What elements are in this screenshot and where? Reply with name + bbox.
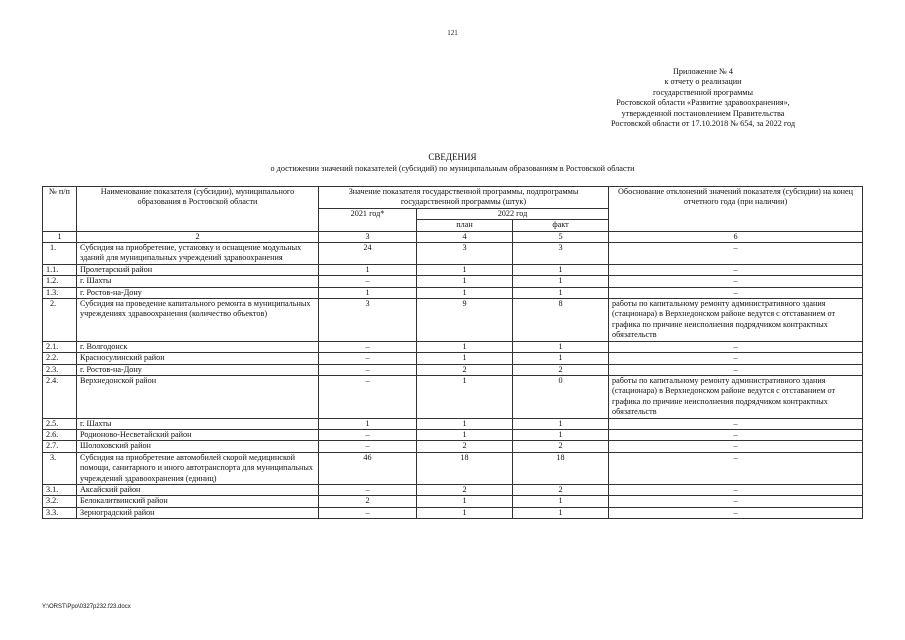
row-value-2021: – — [319, 429, 417, 440]
row-name: Зерноградский район — [77, 507, 319, 518]
row-reason: – — [609, 364, 863, 375]
table-row — [43, 353, 863, 364]
row-name: Субсидия на приобретение, установку и оснащение модульных зданий для муниципальных учреждений здравоохранения — [77, 243, 319, 265]
row-reason: работы по капитальному ремонту административного здания (стационара) в Верхнедонском районе ведутся с отставанием от графика по причине неисполнения подрядчиком контрактных обязательств — [609, 375, 863, 418]
row-value-2021: 46 — [319, 452, 417, 484]
row-num: 3.2. — [43, 496, 77, 507]
annex-line: Ростовской области «Развитие здравоохранения», — [616, 98, 790, 108]
row-num: 1.1. — [43, 264, 77, 275]
indicators-table — [42, 186, 863, 519]
row-num: 2.4. — [43, 375, 77, 418]
row-value-plan: 1 — [417, 287, 513, 298]
row-value-2021: – — [319, 441, 417, 452]
row-value-fact: 2 — [513, 364, 609, 375]
row-value-2021: – — [319, 375, 417, 418]
table-row — [43, 341, 863, 352]
row-reason: – — [609, 507, 863, 518]
row-reason: – — [609, 496, 863, 507]
table-row — [43, 484, 863, 495]
row-reason: – — [609, 276, 863, 287]
row-value-fact: 2 — [513, 441, 609, 452]
row-value-fact: 1 — [513, 341, 609, 352]
row-value-2021: – — [319, 507, 417, 518]
row-name: Субсидия на проведение капитального ремонта в муниципальных учреждениях здравоохранения (количество объектов) — [77, 299, 319, 342]
table-row — [43, 429, 863, 440]
row-name: Субсидия на приобретение автомобилей скорой медицинской помощи, санитарного и иного автотранспорта для муниципальных учреждений здравоохранения (единиц) — [77, 452, 319, 484]
row-num: 2.2. — [43, 353, 77, 364]
row-reason: – — [609, 452, 863, 484]
column-number: 6 — [609, 231, 863, 242]
row-value-plan: 9 — [417, 299, 513, 342]
row-name: Белокалитвинский район — [77, 496, 319, 507]
row-value-2021: 24 — [319, 243, 417, 265]
column-number: 4 — [417, 231, 513, 242]
row-value-2021: – — [319, 364, 417, 375]
row-value-2021: – — [319, 341, 417, 352]
row-name: г. Ростов-на-Дону — [77, 287, 319, 298]
row-num: 2.3. — [43, 364, 77, 375]
row-name: г. Волгодонск — [77, 341, 319, 352]
row-reason: – — [609, 484, 863, 495]
header-2022: 2022 год — [417, 208, 609, 219]
row-name: Аксайский район — [77, 484, 319, 495]
table-row — [43, 276, 863, 287]
header-value-group: Значение показателя государственной программы, подпрограммы государственной программы (штук) — [319, 187, 609, 209]
row-value-fact: 2 — [513, 484, 609, 495]
row-reason: – — [609, 429, 863, 440]
table-row — [43, 299, 863, 342]
row-value-fact: 1 — [513, 429, 609, 440]
row-num: 1.3. — [43, 287, 77, 298]
row-num: 1. — [43, 243, 77, 265]
row-value-plan: 2 — [417, 484, 513, 495]
row-name: г. Ростов-на-Дону — [77, 364, 319, 375]
document-subtitle: о достижении значений показателей (субсидий) по муниципальным образованиям в Ростовской области — [270, 164, 635, 173]
table-row — [43, 441, 863, 452]
page-number: 121 — [447, 29, 458, 37]
row-value-plan: 1 — [417, 353, 513, 364]
row-name: Шолоховский район — [77, 441, 319, 452]
annex-line: Ростовской области от 17.10.2018 № 654, за 2022 год — [610, 119, 796, 129]
row-value-2021: – — [319, 276, 417, 287]
header-fact: факт — [513, 220, 609, 231]
column-number: 5 — [513, 231, 609, 242]
header-2021: 2021 год* — [319, 208, 417, 231]
row-name: Красносулинский район — [77, 353, 319, 364]
column-number: 1 — [43, 231, 77, 242]
table-row — [43, 496, 863, 507]
table-row — [43, 507, 863, 518]
row-value-fact: 8 — [513, 299, 609, 342]
row-value-fact: 1 — [513, 264, 609, 275]
row-value-2021: 3 — [319, 299, 417, 342]
row-reason: – — [609, 287, 863, 298]
header-reason: Обоснование отклонений значений показателя (субсидии) на конец отчетного года (при наличии) — [609, 187, 863, 232]
file-path: Y:\ORST\Ppo\0327p232.f23.docx — [42, 604, 131, 610]
row-value-2021: 1 — [319, 287, 417, 298]
table-body — [43, 243, 863, 519]
row-reason: – — [609, 243, 863, 265]
row-value-fact: 18 — [513, 452, 609, 484]
table-row — [43, 264, 863, 275]
row-value-2021: 2 — [319, 496, 417, 507]
row-value-plan: 1 — [417, 418, 513, 429]
row-value-2021: 1 — [319, 418, 417, 429]
annex-line: утвержденной постановлением Правительства — [621, 108, 785, 118]
row-name: Верхнедонской район — [77, 375, 319, 418]
row-reason: – — [609, 418, 863, 429]
table-row — [43, 243, 863, 265]
row-value-plan: 3 — [417, 243, 513, 265]
row-name: Пролетарский район — [77, 264, 319, 275]
table-row — [43, 287, 863, 298]
table-row — [43, 375, 863, 418]
row-value-fact: 1 — [513, 276, 609, 287]
row-num: 3.3. — [43, 507, 77, 518]
header-num: № п/п — [43, 187, 77, 232]
row-num: 2.1. — [43, 341, 77, 352]
column-number: 3 — [319, 231, 417, 242]
row-reason: – — [609, 341, 863, 352]
row-value-fact: 1 — [513, 496, 609, 507]
row-value-plan: 1 — [417, 429, 513, 440]
table-row — [43, 418, 863, 429]
row-value-fact: 1 — [513, 418, 609, 429]
row-value-plan: 1 — [417, 375, 513, 418]
row-value-plan: 2 — [417, 441, 513, 452]
row-name: Родионово-Несветайский район — [77, 429, 319, 440]
column-number: 2 — [77, 231, 319, 242]
row-num: 1.2. — [43, 276, 77, 287]
row-name: г. Шахты — [77, 276, 319, 287]
row-value-2021: 1 — [319, 264, 417, 275]
row-value-fact: 0 — [513, 375, 609, 418]
row-value-fact: 1 — [513, 507, 609, 518]
row-num: 3.1. — [43, 484, 77, 495]
annex-line: к отчету о реализации — [664, 77, 742, 87]
row-value-2021: – — [319, 484, 417, 495]
table-row — [43, 452, 863, 484]
row-value-fact: 1 — [513, 353, 609, 364]
row-reason: – — [609, 441, 863, 452]
row-num: 2.5. — [43, 418, 77, 429]
row-num: 3. — [43, 452, 77, 484]
row-value-plan: 1 — [417, 496, 513, 507]
row-value-fact: 3 — [513, 243, 609, 265]
row-value-2021: – — [319, 353, 417, 364]
row-value-plan: 1 — [417, 341, 513, 352]
document-title: СВЕДЕНИЯ — [428, 152, 477, 162]
row-value-plan: 1 — [417, 507, 513, 518]
annex-line: государственной программы — [653, 87, 753, 97]
annex-line: Приложение № 4 — [673, 67, 733, 76]
row-value-fact: 1 — [513, 287, 609, 298]
table-row — [43, 364, 863, 375]
row-value-plan: 1 — [417, 276, 513, 287]
row-num: 2.6. — [43, 429, 77, 440]
header-plan: план — [417, 220, 513, 231]
row-value-plan: 2 — [417, 364, 513, 375]
row-value-plan: 18 — [417, 452, 513, 484]
row-name: г. Шахты — [77, 418, 319, 429]
row-reason: работы по капитальному ремонту административного здания (стационара) в Верхнедонском районе ведутся с отставанием от графика по причине неисполнения подрядчиком контрактных обязательств — [609, 299, 863, 342]
row-num: 2. — [43, 299, 77, 342]
row-reason: – — [609, 353, 863, 364]
row-reason: – — [609, 264, 863, 275]
row-num: 2.7. — [43, 441, 77, 452]
header-name: Наименование показателя (субсидии), муниципального образования в Ростовской области — [77, 187, 319, 232]
annex-header — [553, 67, 853, 129]
row-value-plan: 1 — [417, 264, 513, 275]
